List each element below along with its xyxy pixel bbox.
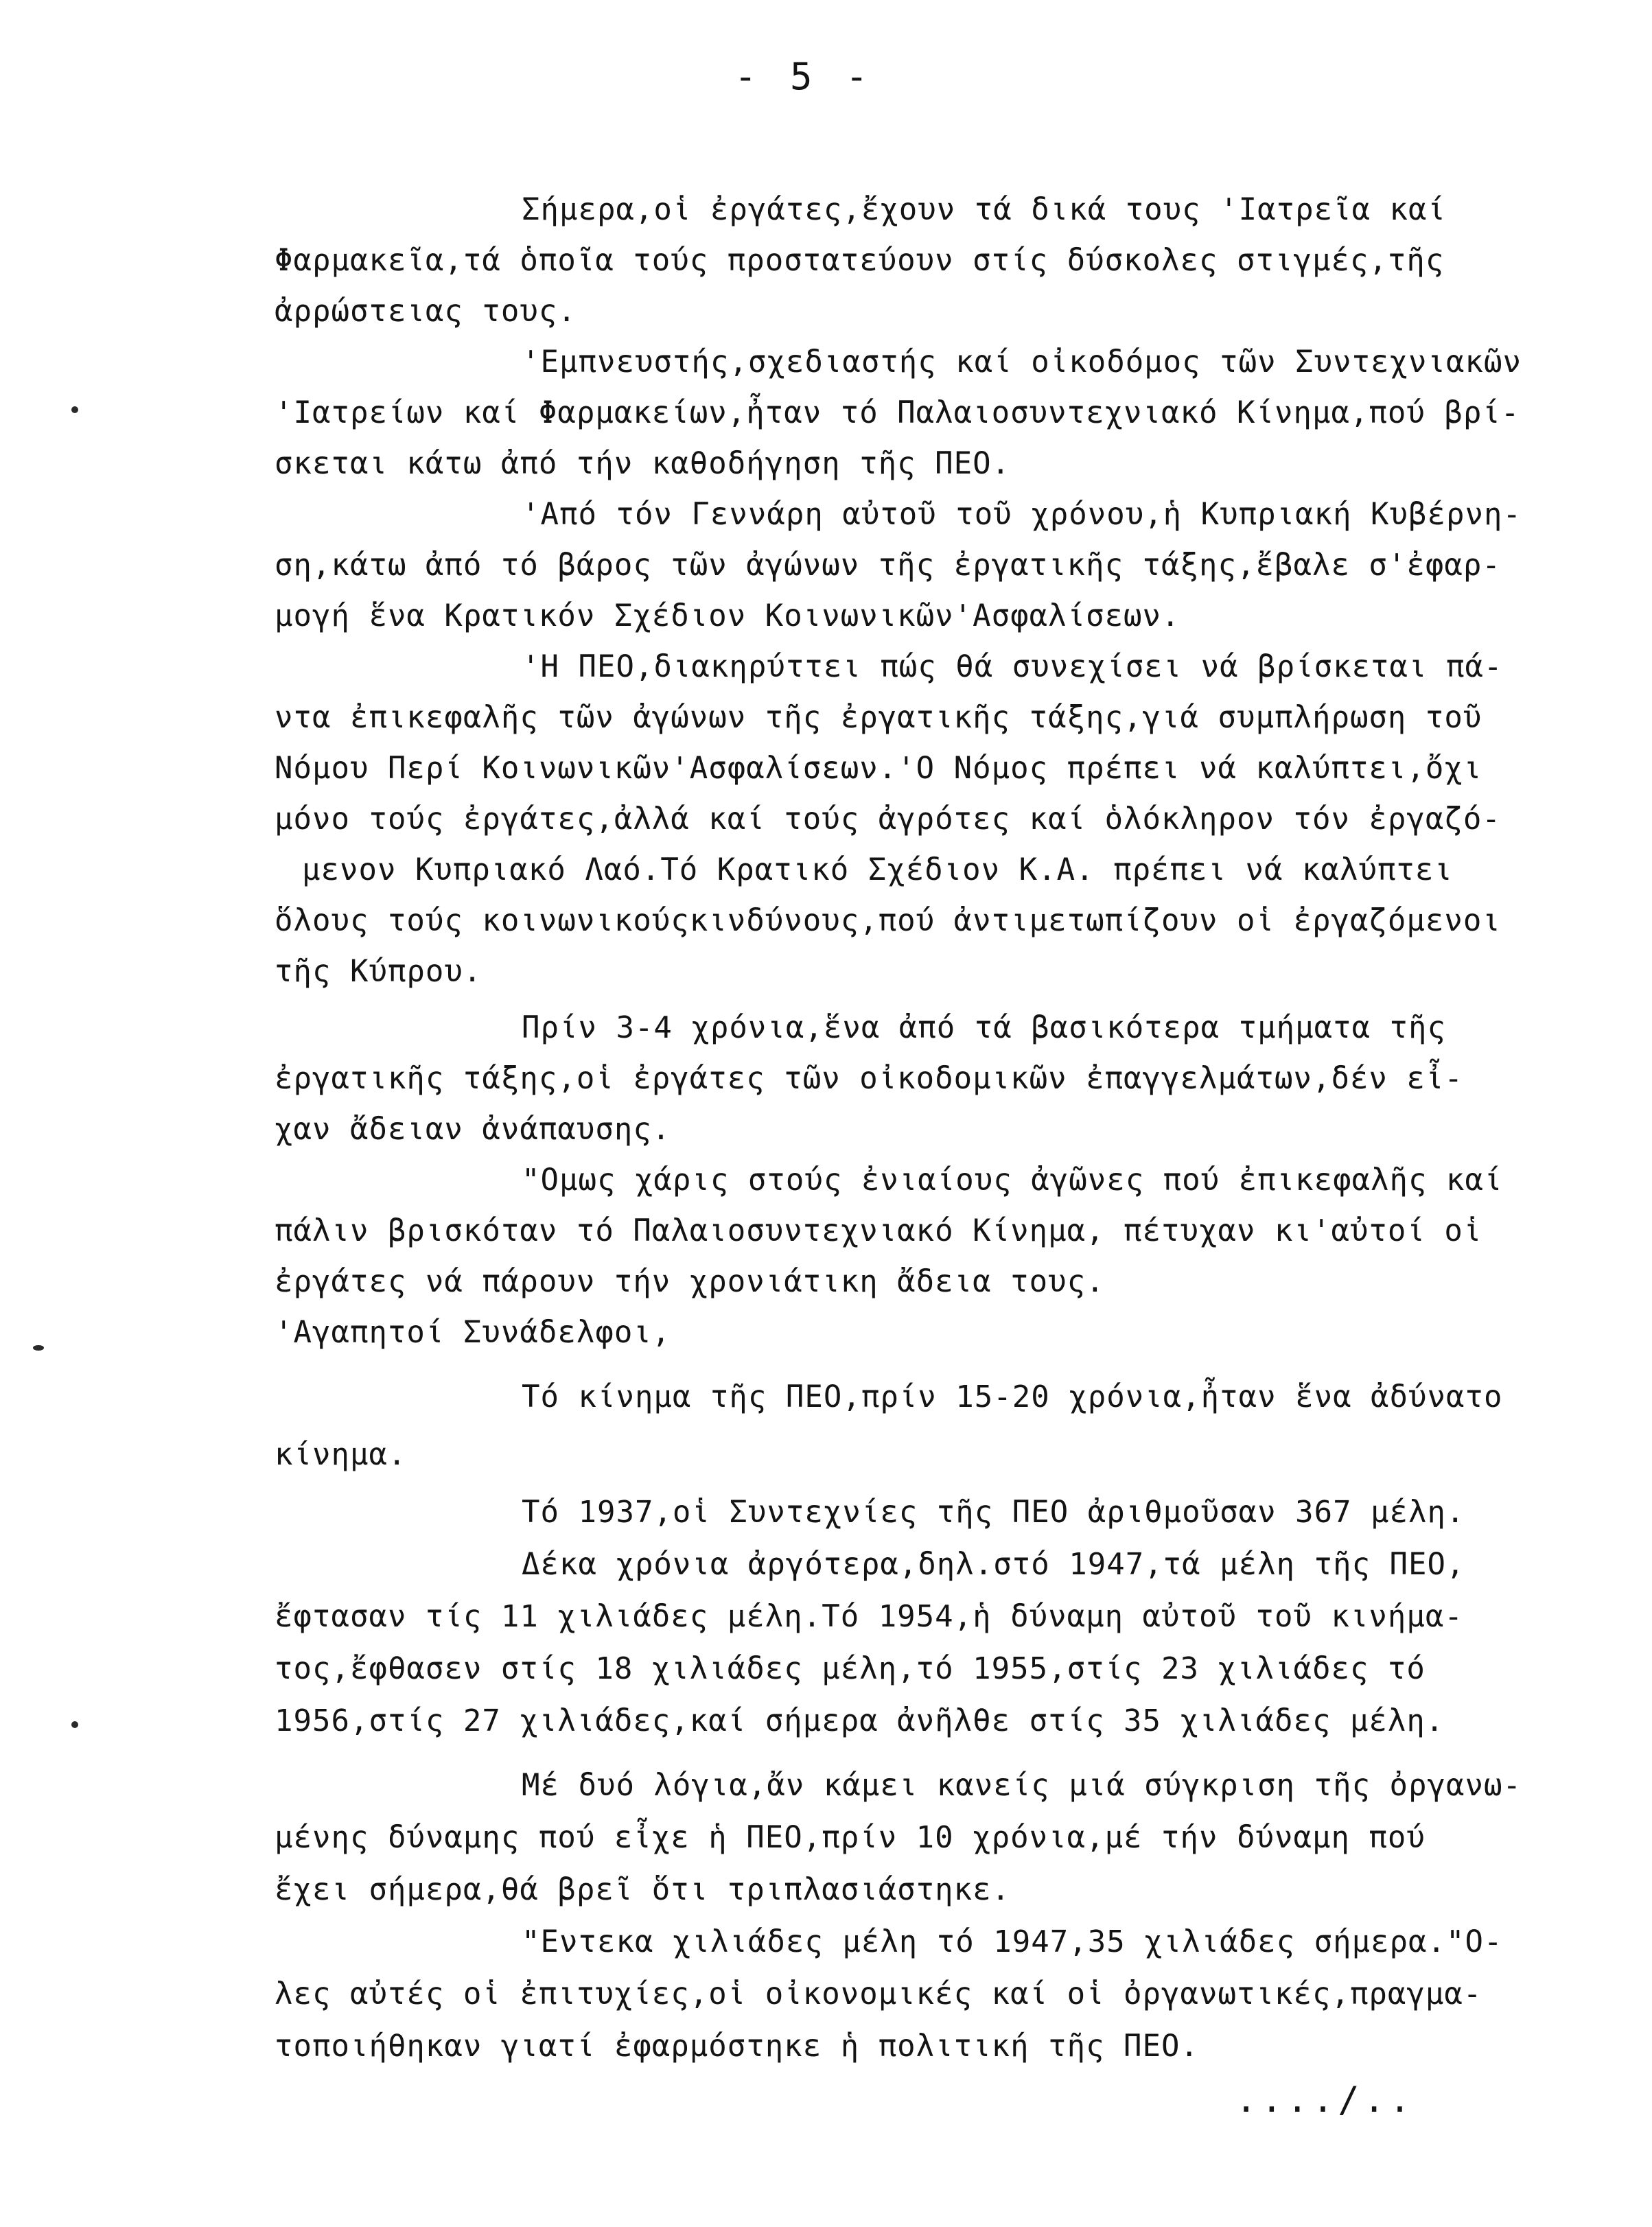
scan-speck bbox=[33, 1345, 44, 1351]
text-line: χαν ἄδειαν ἀνάπαυσης. bbox=[275, 1112, 671, 1147]
text-line: Σήμερα,οἱ ἐργάτες,ἔχουν τά δικά τους 'Ιατρεῖα καί bbox=[522, 192, 1447, 227]
text-line: ἐργάτες νά πάρουν τήν χρονιάτικη ἄδεια τους. bbox=[275, 1264, 1105, 1299]
text-line: Φαρμακεῖα,τά ὁποῖα τούς προστατεύουν στίς δύσκολες στιγμές,τῆς bbox=[275, 243, 1445, 278]
text-line: ἔχει σήμερα,θά βρεῖ ὅτι τριπλασιάστηκε. bbox=[275, 1872, 1011, 1907]
text-line: λες αὐτές οἱ ἐπιτυχίες,οἱ οἰκονομικές καί οἱ ὀργανωτικές,πραγμα- bbox=[275, 1977, 1482, 2012]
text-line: κίνημα. bbox=[275, 1437, 407, 1472]
text-line: μενον Κυπριακό Λαό.Τό Κρατικό Σχέδιον Κ.Α. πρέπει νά καλύπτει bbox=[302, 852, 1453, 887]
text-line: τῆς Κύπρου. bbox=[275, 954, 482, 989]
scan-speck bbox=[71, 406, 78, 413]
text-line: ντα ἐπικεφαλῆς τῶν ἀγώνων τῆς ἐργατικῆς τάξης,γιά συμπλήρωση τοῦ bbox=[275, 700, 1482, 735]
text-line: μογή ἕνα Κρατικόν Σχέδιον Κοινωνικῶν'Ασφαλίσεων. bbox=[275, 598, 1180, 633]
page-number: - 5 - bbox=[734, 55, 874, 98]
text-line: Μέ δυό λόγια,ἄν κάμει κανείς μιά σύγκριση τῆς ὀργανω- bbox=[522, 1768, 1522, 1803]
text-line: 'Αγαπητοί Συνάδελφοι, bbox=[275, 1315, 671, 1350]
text-line: τος,ἔφθασεν στίς 18 χιλιάδες μέλη,τό 1955,στίς 23 χιλιάδες τό bbox=[275, 1651, 1426, 1686]
text-line: μόνο τούς ἐργάτες,ἀλλά καί τούς ἀγρότες καί ὁλόκληρον τόν ἐργαζό- bbox=[275, 802, 1501, 837]
text-line: τοποιήθηκαν γιατί ἐφαρμόστηκε ἡ πολιτική τῆς ΠΕΟ. bbox=[275, 2029, 1200, 2064]
text-line: "Εντεκα χιλιάδες μέλη τό 1947,35 χιλιάδες σήμερα."Ο- bbox=[522, 1924, 1503, 1959]
text-line: Δέκα χρόνια ἀργότερα,δηλ.στό 1947,τά μέλη τῆς ΠΕΟ, bbox=[522, 1547, 1465, 1582]
text-line: ἐργατικῆς τάξης,οἱ ἐργάτες τῶν οἰκοδομικῶν ἐπαγγελμάτων,δέν εἶ- bbox=[275, 1061, 1463, 1096]
text-line: ὅλους τούς κοινωνικούςκινδύνους,πού ἀντιμετωπίζουν οἱ ἐργαζόμενοι bbox=[275, 903, 1501, 938]
text-line: Τό κίνημα τῆς ΠΕΟ,πρίν 15-20 χρόνια,ἦταν ἕνα ἀδύνατο bbox=[522, 1379, 1503, 1414]
text-line: Νόμου Περί Κοινωνικῶν'Ασφαλίσεων.'Ο Νόμος πρέπει νά καλύπτει,ὄχι bbox=[275, 751, 1482, 786]
text-line: πάλιν βρισκόταν τό Παλαιοσυντεχνιακό Κίνημα, πέτυχαν κι'αὐτοί οἱ bbox=[275, 1213, 1482, 1248]
text-line: Πρίν 3-4 χρόνια,ἕνα ἀπό τά βασικότερα τμήματα τῆς bbox=[522, 1010, 1447, 1045]
text-line: 'Από τόν Γεννάρη αὐτοῦ τοῦ χρόνου,ἡ Κυπριακή Κυβέρνη- bbox=[522, 497, 1522, 532]
scan-speck bbox=[71, 1721, 78, 1728]
text-line: 'Εμπνευστής,σχεδιαστής καί οἰκοδόμος τῶν Συντεχνιακῶν bbox=[522, 345, 1522, 380]
text-line: 'Ιατρείων καί Φαρμακείων,ἦταν τό Παλαιοσυντεχνιακό Κίνημα,πού βρί- bbox=[275, 395, 1520, 430]
text-line: 'Η ΠΕΟ,διακηρύττει πώς θά συνεχίσει νά βρίσκεται πά- bbox=[522, 649, 1503, 684]
text-line: ἀρρώστειας τους. bbox=[275, 294, 577, 329]
continuation-mark: ..../.. bbox=[1235, 2079, 1415, 2121]
text-line: 1956,στίς 27 χιλιάδες,καί σήμερα ἀνῆλθε στίς 35 χιλιάδες μέλη. bbox=[275, 1703, 1445, 1738]
text-line: "Ομως χάρις στούς ἐνιαίους ἀγῶνες πού ἐπικεφαλῆς καί bbox=[522, 1163, 1503, 1198]
text-line: σκεται κάτω ἀπό τήν καθοδήγηση τῆς ΠΕΟ. bbox=[275, 446, 1011, 481]
text-line: ἔφτασαν τίς 11 χιλιάδες μέλη.Τό 1954,ἡ δύναμη αὐτοῦ τοῦ κινήμα- bbox=[275, 1599, 1463, 1634]
text-line: μένης δύναμης πού εἶχε ἡ ΠΕΟ,πρίν 10 χρόνια,μέ τήν δύναμη πού bbox=[275, 1820, 1426, 1855]
text-line: Τό 1937,οἱ Συντεχνίες τῆς ΠΕΟ ἀριθμοῦσαν 367 μέλη. bbox=[522, 1495, 1465, 1530]
text-line: ση,κάτω ἀπό τό βάρος τῶν ἀγώνων τῆς ἐργατικῆς τάξης,ἔβαλε σ'ἐφαρ- bbox=[275, 548, 1501, 583]
